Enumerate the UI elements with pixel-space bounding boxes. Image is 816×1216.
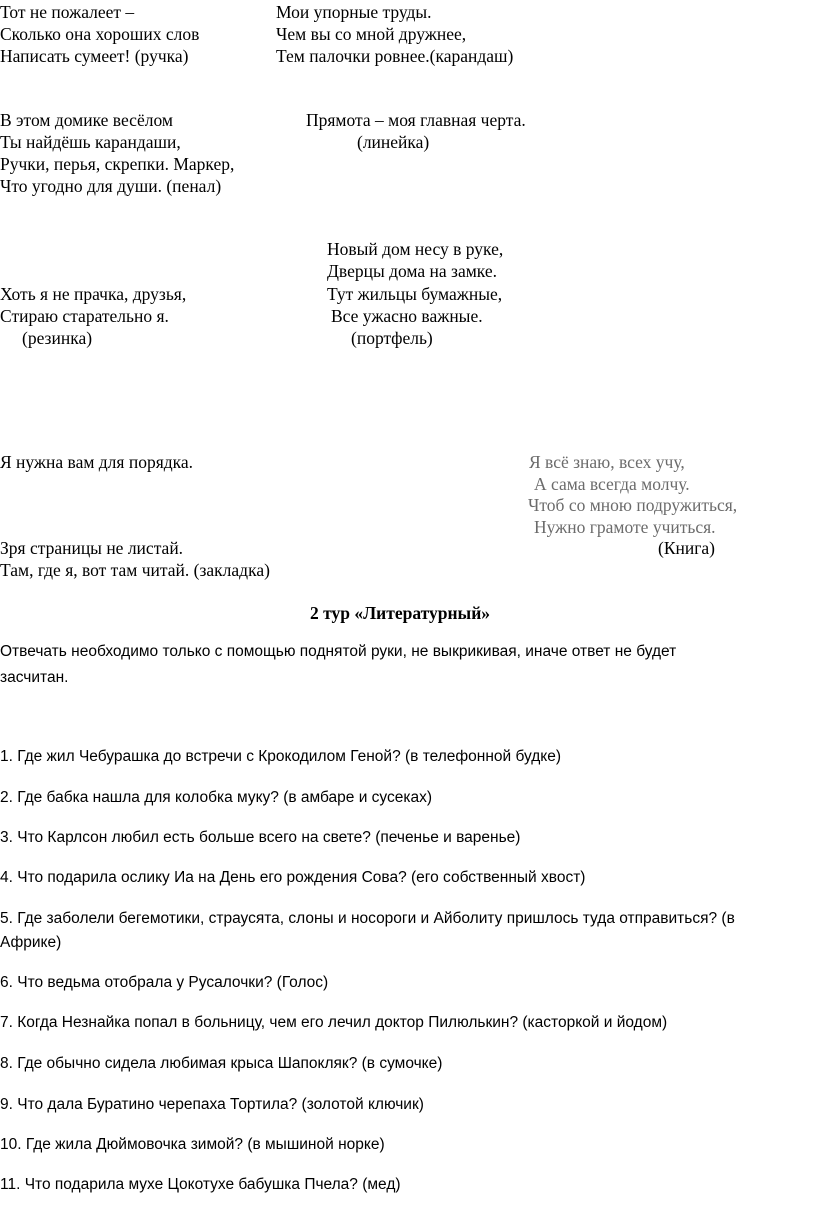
section-rules: Отвечать необходимо только с помощью поднятой руки, не выкрикивая, иначе ответ не будет xyxy=(0,643,677,660)
riddle-answer: (Книга) xyxy=(658,538,716,558)
riddle-text: В этом домике весёлом xyxy=(0,110,173,130)
question-item: 11. Что подарила мухе Цокотухе бабушка Пчела? (мед) xyxy=(0,1176,401,1193)
riddle-answer: (портфель) xyxy=(351,328,433,348)
riddle-text: Написать сумеет! (ручка) xyxy=(0,46,189,66)
riddle-text: Новый дом несу в руке, xyxy=(327,239,504,259)
question-item: 10. Где жила Дюймовочка зимой? (в мышиной норке) xyxy=(0,1136,385,1153)
question-item: 6. Что ведьма отобрала у Русалочки? (Голос) xyxy=(0,974,329,991)
riddle-text: Мои упорные труды. xyxy=(276,2,432,22)
section-rules: засчитан. xyxy=(0,669,69,686)
question-item: 4. Что подарила ослику Иа на День его рождения Сова? (его собственный хвост) xyxy=(0,869,586,886)
riddle-text: Чем вы со мной дружнее, xyxy=(276,24,467,44)
question-item: 2. Где бабка нашла для колобка муку? (в амбаре и сусеках) xyxy=(0,789,433,806)
question-item: 1. Где жил Чебурашка до встречи с Крокодилом Геной? (в телефонной будке) xyxy=(0,748,562,765)
riddle-answer: (линейка) xyxy=(357,132,430,152)
question-item: 5. Где заболели бегемотики, страусята, слоны и носороги и Айболиту пришлось туда отправиться? (в xyxy=(0,910,735,927)
question-item: 9. Что дала Буратино черепаха Тортила? (золотой ключик) xyxy=(0,1096,424,1113)
riddle-text: Тем палочки ровнее.(карандаш) xyxy=(276,46,514,66)
riddle-text: Тот не пожалеет – xyxy=(0,2,135,22)
question-item: 8. Где обычно сидела любимая крыса Шапокляк? (в сумочке) xyxy=(0,1055,443,1072)
question-item: 3. Что Карлсон любил есть больше всего на свете? (печенье и варенье) xyxy=(0,829,521,846)
question-item: 7. Когда Незнайка попал в больницу, чем его лечил доктор Пилюлькин? (касторкой и йодом) xyxy=(0,1014,668,1031)
riddle-text: Сколько она хороших слов xyxy=(0,24,200,44)
riddle-text: Хоть я не прачка, друзья, xyxy=(0,284,187,304)
riddle-text: Зря страницы не листай. xyxy=(0,538,184,558)
riddle-text: Ты найдёшь карандаши, xyxy=(0,132,181,152)
riddle-text: Все ужасно важные. xyxy=(331,306,483,326)
riddle-text: Тут жильцы бумажные, xyxy=(327,284,503,304)
riddle-answer: (резинка) xyxy=(22,328,93,348)
riddle-text: Нужно грамоте учиться. xyxy=(534,517,716,537)
riddle-text: Я нужна вам для порядка. xyxy=(0,452,194,472)
riddle-text: А сама всегда молчу. xyxy=(534,474,690,494)
riddle-text: Что угодно для души. (пенал) xyxy=(0,176,222,196)
question-item: Африке) xyxy=(0,934,62,951)
riddle-text: Прямота – моя главная черта. xyxy=(306,110,526,130)
riddle-text: Чтоб со мною подружиться, xyxy=(528,495,738,515)
riddle-text: Там, где я, вот там читай. (закладка) xyxy=(0,560,270,580)
riddle-text: Стираю старательно я. xyxy=(0,306,169,326)
riddle-text: Ручки, перья, скрепки. Маркер, xyxy=(0,154,235,174)
riddle-text: Дверцы дома на замке. xyxy=(327,261,498,281)
section-title: 2 тур «Литературный» xyxy=(310,603,491,623)
riddle-text: Я всё знаю, всех учу, xyxy=(529,452,685,472)
